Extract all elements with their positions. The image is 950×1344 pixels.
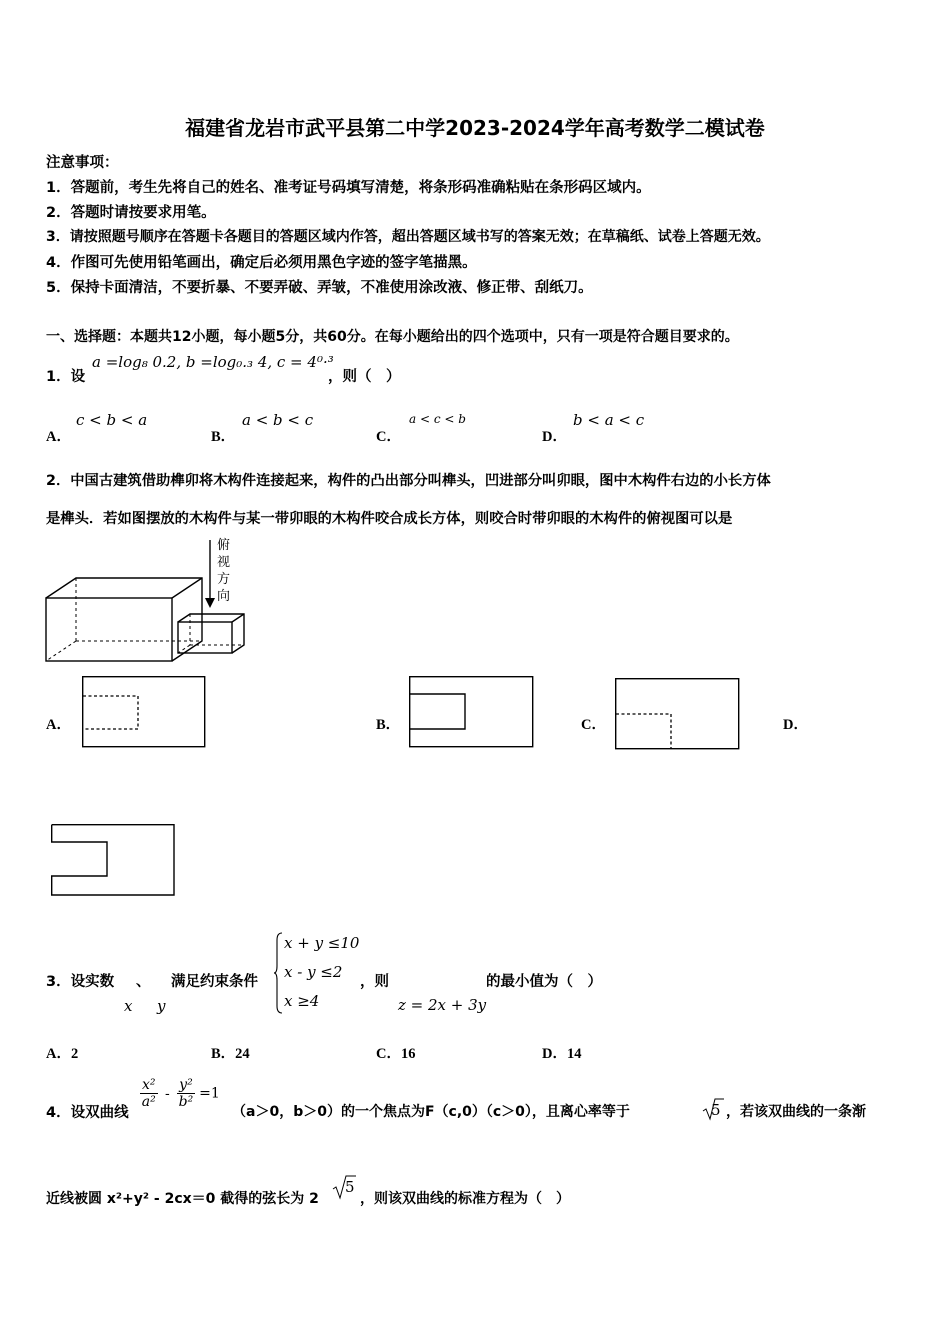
q1-option-c-label: C． <box>376 429 401 445</box>
q4-line2c: ，则该双曲线的标准方程为（ ） <box>360 1191 570 1207</box>
q2-option-a-label: A． <box>46 717 71 733</box>
q2-line1: 2．中国古建筑借助榫卯将木构件连接起来，构件的凸出部分叫榫头，凹进部分叫卯眼，图中木构件右边的小长方体 <box>46 473 771 489</box>
q4-line2-sqrt-value: 5 <box>345 1178 355 1196</box>
q1-prefix: 1．设 <box>46 369 86 385</box>
q1-formula: a =log₈ 0.2, b =log₀.₃ 4, c = 4⁰·³ <box>92 353 334 371</box>
notice-item: 5．保持卡面清洁，不要折暴、不要弄破、弄皱，不准使用涂改液、修正带、刮纸刀。 <box>46 280 593 296</box>
q3-option-c: C．16 <box>376 1046 416 1062</box>
q3-sep: 、 <box>136 974 151 990</box>
q3-objective: z = 2x + 3y <box>398 996 487 1014</box>
brace-icon <box>274 932 284 1014</box>
q3-var-y: y <box>157 997 166 1015</box>
section-heading: 一、选择题：本题共12小题，每小题5分，共60分。在每小题给出的四个选项中，只有一项是符合题目要求的。 <box>46 329 739 345</box>
q2-option-c-label: C． <box>581 717 606 733</box>
q3-option-d: D．14 <box>542 1046 582 1062</box>
q3-prefix: 3．设实数 <box>46 974 115 990</box>
q1-option-d-label: D． <box>542 429 567 445</box>
q4-line2a: 近线被圆 x²+y² - 2cx＝0 截得的弦长为 2 <box>46 1191 319 1207</box>
q2-option-a-figure[interactable] <box>82 676 207 748</box>
q3-option-b: B．24 <box>211 1046 250 1062</box>
q1-option-d: b < a < c <box>573 411 645 429</box>
view-direction-label: 俯 视 方 向 <box>217 538 231 604</box>
q3-var-x: x <box>124 997 133 1015</box>
q3-constraint: x + y ≤10 <box>284 934 360 952</box>
q1-suffix: ，则（ ） <box>328 369 401 385</box>
q2-line2: 是榫头．若如图摆放的木构件与某一带卯眼的木构件咬合成长方体，则咬合时带卯眼的木构件的俯视图可以是 <box>46 511 733 527</box>
q3-tail: 的最小值为（ ） <box>486 974 602 990</box>
tenon-3d-figure <box>40 530 280 670</box>
q3-option-a: A．2 <box>46 1046 79 1062</box>
q1-option-b-label: B． <box>211 429 236 445</box>
notice-item: 2．答题时请按要求用笔。 <box>46 205 216 221</box>
page-title: 福建省龙岩市武平县第二中学2023-2024学年高考数学二模试卷 <box>185 116 765 140</box>
notice-item: 1．答题前，考生先将自己的姓名、准考证号码填写清楚，将条形码准确粘贴在条形码区域内。 <box>46 180 651 196</box>
notice-item: 3．请按照题号顺序在答题卡各题目的答题区域内作答，超出答题区域书写的答案无效；在草稿纸、试卷上答题无效。 <box>46 229 770 245</box>
notice-heading: 注意事项： <box>46 155 119 171</box>
q2-option-d-label: D． <box>783 717 808 733</box>
q4-prefix: 4．设双曲线 <box>46 1105 129 1121</box>
q4-sqrt-value: 5 <box>711 1101 721 1119</box>
q3-constraint: x ≥4 <box>284 992 320 1010</box>
q2-option-c-figure[interactable] <box>615 678 741 750</box>
q1-option-c: a < c < b <box>409 412 466 426</box>
q2-option-d-figure[interactable] <box>51 824 177 897</box>
q3-then: ，则 <box>360 974 389 990</box>
q4-condition: （a＞0，b＞0）的一个焦点为F（c,0）（c＞0），且离心率等于 <box>232 1104 630 1120</box>
q3-constraint: x - y ≤2 <box>284 963 343 981</box>
q2-option-b-figure[interactable] <box>409 676 535 748</box>
notice-item: 4．作图可先使用铅笔画出，确定后必须用黑色字迹的签字笔描黑。 <box>46 255 477 271</box>
q1-option-a-label: A． <box>46 429 71 445</box>
q4-equation: $\frac{\text{x²}}{\text{a²}}$ - $\frac{\text{y²}}{\text{b²}}$ =1 <box>141 1077 220 1110</box>
q2-option-b-label: B． <box>376 717 401 733</box>
q4-rest1: ，若该双曲线的一条渐 <box>726 1104 866 1120</box>
q1-option-a: c < b < a <box>76 411 148 429</box>
view-arrow-icon <box>205 540 215 610</box>
q1-option-b: a < b < c <box>242 411 314 429</box>
q3-mid: 满足约束条件 <box>171 974 258 990</box>
